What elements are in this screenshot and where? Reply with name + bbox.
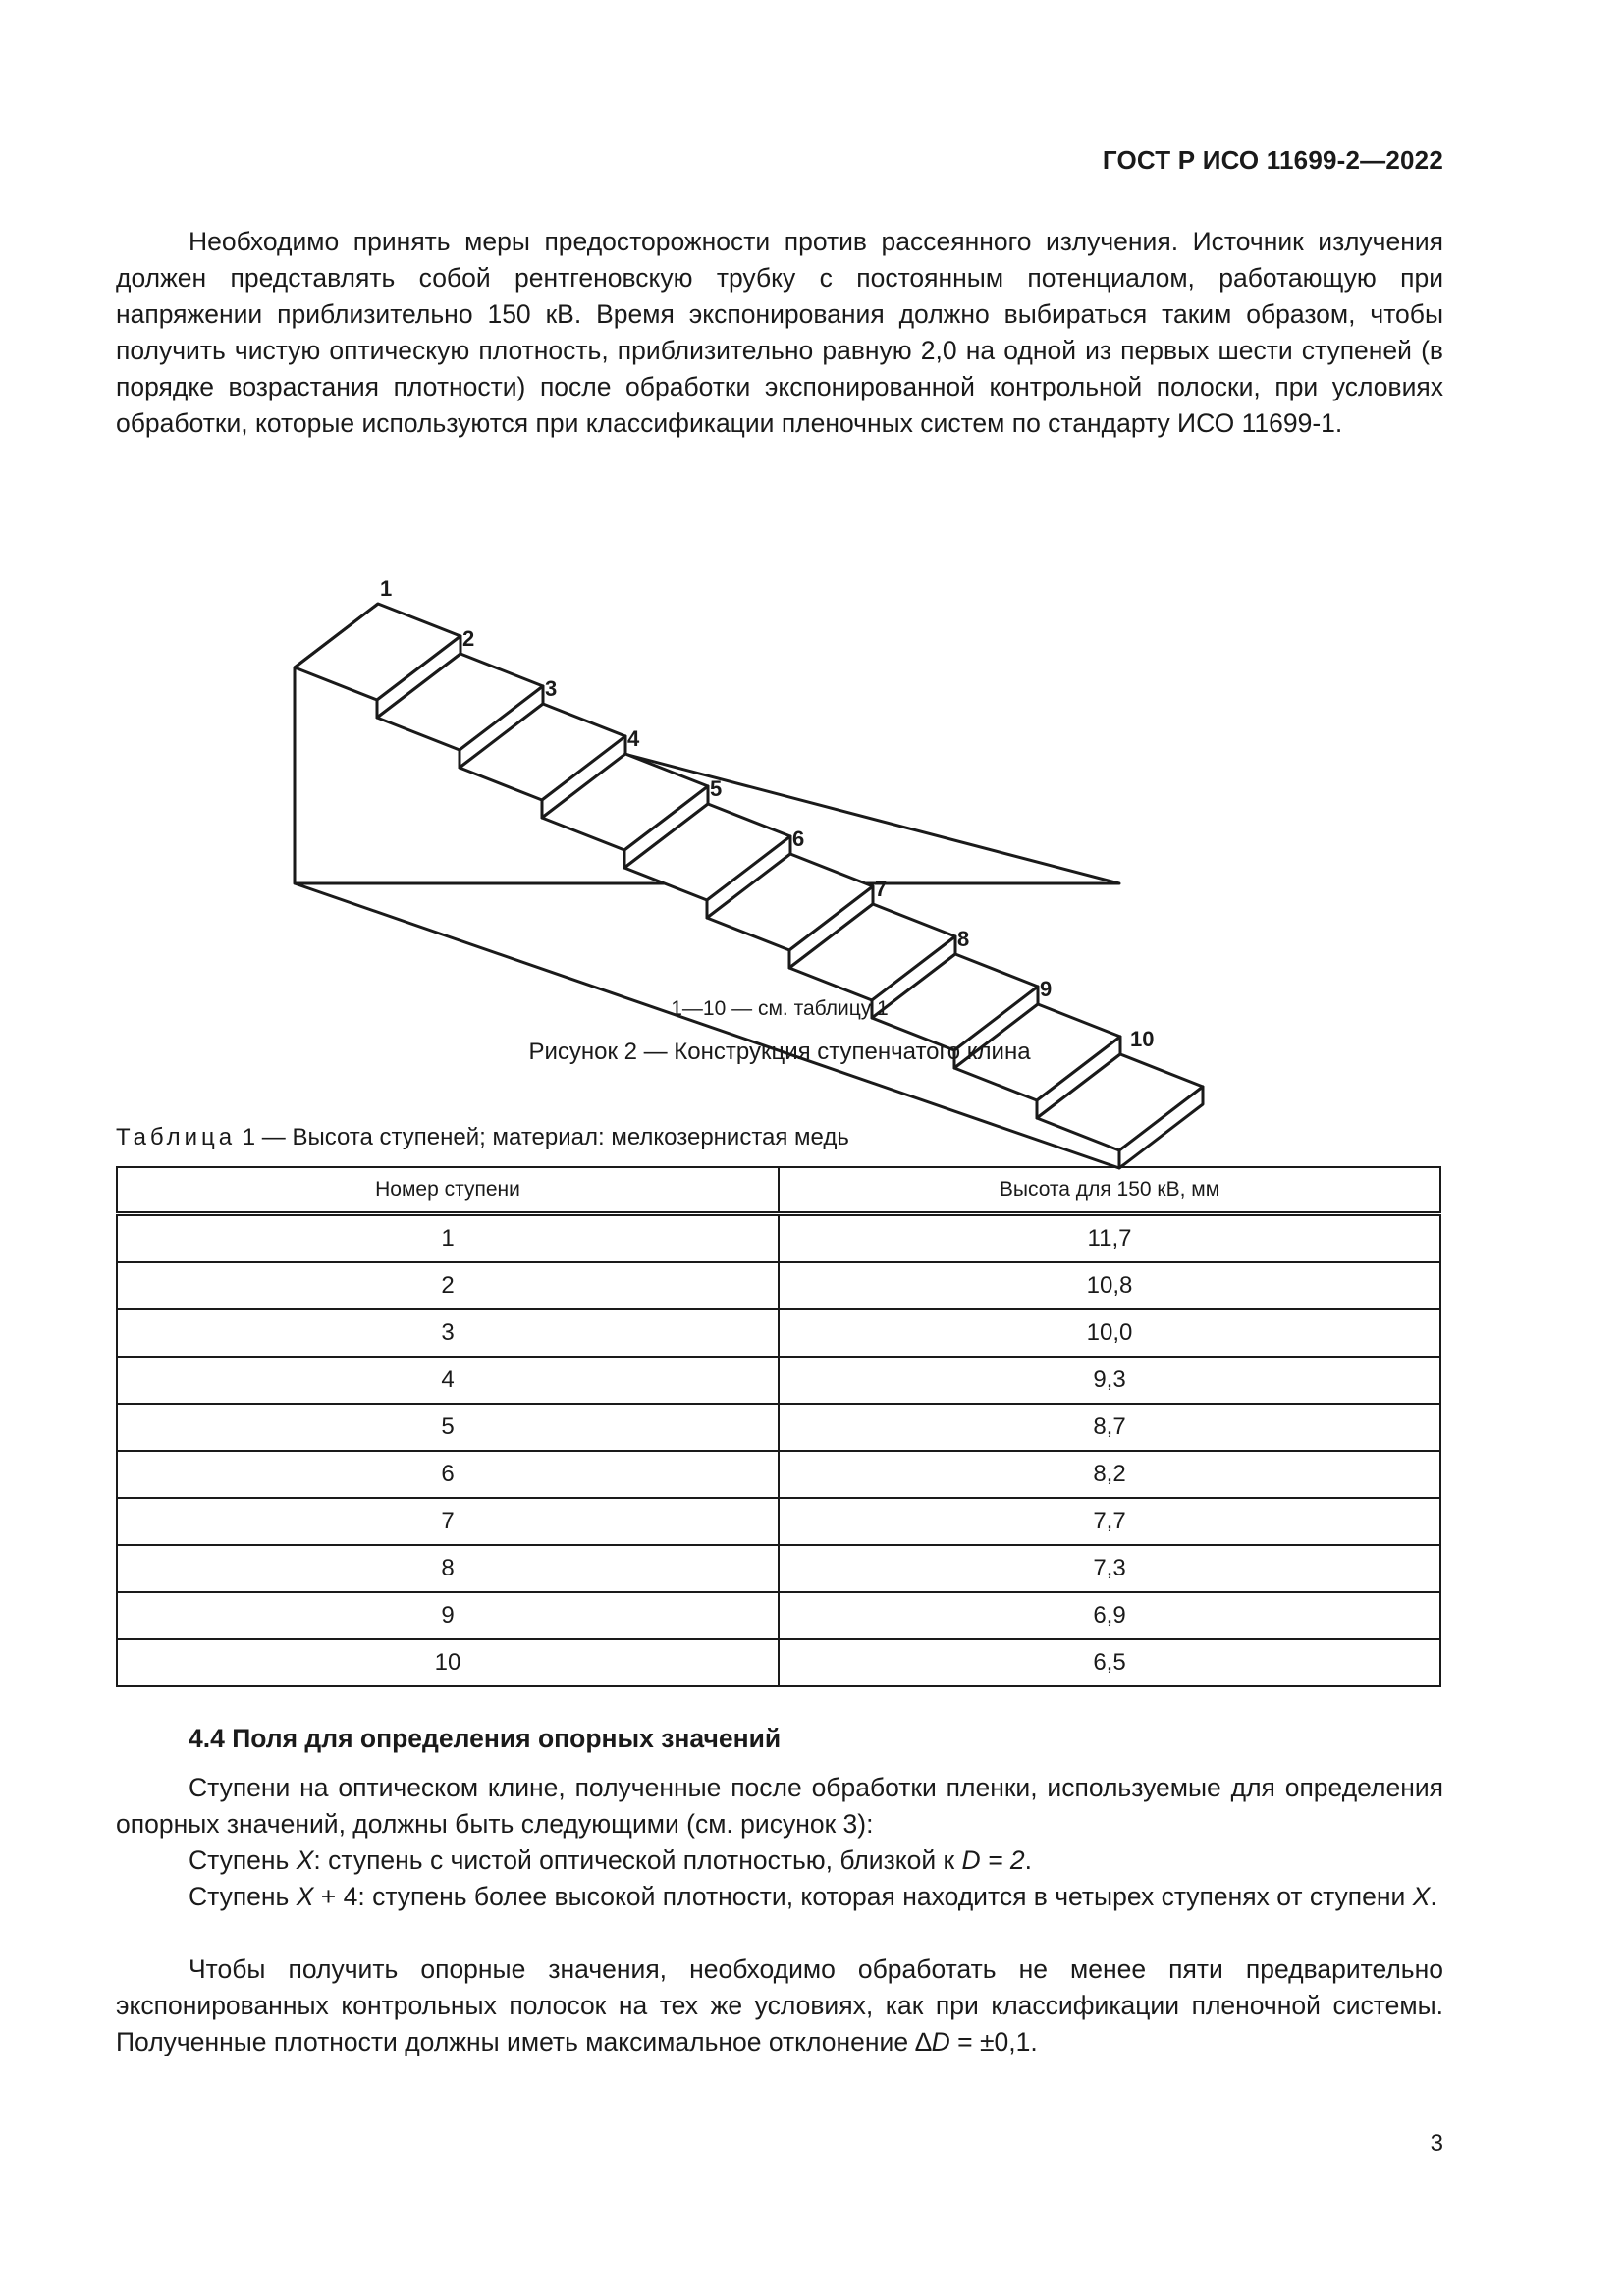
cell-step-number: 10	[117, 1639, 779, 1686]
p2-text-c: .	[1024, 1845, 1032, 1875]
cell-step-number: 3	[117, 1309, 779, 1357]
cell-step-height: 7,3	[779, 1545, 1440, 1592]
p3-var-x2: X	[1412, 1882, 1431, 1911]
cell-step-number: 7	[117, 1498, 779, 1545]
step-label: 1	[380, 576, 393, 601]
section-paragraph-2	[116, 1842, 1443, 1879]
section-paragraph-1: Ступени на оптическом клине, полученные после обработки пленки, используемые для определения опорных значений, должны быть следующими (см. рисунок 3):	[116, 1773, 1443, 1839]
step-label: 10	[1130, 1027, 1155, 1051]
cell-step-height: 6,9	[779, 1592, 1440, 1639]
figure-caption: Рисунок 2 — Конструкция ступенчатого клина	[528, 1039, 1031, 1065]
cell-step-height: 6,5	[779, 1639, 1440, 1686]
table-row	[117, 1309, 1440, 1357]
cell-step-height: 8,7	[779, 1404, 1440, 1451]
p2-var-x: X	[296, 1845, 314, 1875]
p3-text-b: + 4: ступень более высокой плотности, которая находится в четырех ступенях от ступени	[313, 1882, 1413, 1911]
section-heading: 4.4 Поля для определения опорных значений	[189, 1724, 782, 1753]
table-row	[117, 1214, 1440, 1263]
p3-text-a: Ступень	[189, 1882, 297, 1911]
step-label: 2	[462, 626, 475, 651]
table-row	[117, 1639, 1440, 1686]
table-row	[117, 1498, 1440, 1545]
table-title	[116, 1124, 849, 1151]
cell-step-number: 5	[117, 1404, 779, 1451]
p2-var-d: D = 2	[961, 1845, 1025, 1875]
step-label: 5	[710, 776, 723, 801]
step-label: 7	[875, 877, 888, 901]
cell-step-height: 8,2	[779, 1451, 1440, 1498]
cell-step-height: 10,0	[779, 1309, 1440, 1357]
figure-legend: 1—10 — см. таблицу 1	[671, 997, 889, 1020]
section-paragraph-3	[116, 1879, 1443, 1915]
cell-step-height: 9,3	[779, 1357, 1440, 1404]
cell-step-number: 2	[117, 1262, 779, 1309]
cell-step-number: 4	[117, 1357, 779, 1404]
step-label: 9	[1040, 977, 1053, 1001]
intro-paragraph: Необходимо принять меры предосторожности против рассеянного излучения. Источник излучения должен представлять собой рентгеновскую трубку с постоянным потенциалом, работающую при напряжении приблизительно 150 кВ. Время экспонирования должно выбираться таким образом, чтобы получить чистую оптическую плотность, приблизительно равную 2,0 на одной из первых шести ступеней (в порядке возрастания плотности) после обработки экспонированной контрольной полоски, при условиях обработки, которые используются при классификации пленочных систем по стандарту ИСО 11699-1.	[116, 227, 1443, 438]
table-title-word: Таблица	[116, 1124, 237, 1150]
section-paragraph-4	[116, 1951, 1443, 2060]
col-header-step: Номер ступени	[117, 1167, 779, 1214]
page-number: 3	[1430, 2130, 1443, 2157]
step-label: 6	[792, 827, 805, 851]
cell-step-height: 10,8	[779, 1262, 1440, 1309]
p2-text-a: Ступень	[189, 1845, 297, 1875]
table-row	[117, 1404, 1440, 1451]
cell-step-number: 6	[117, 1451, 779, 1498]
cell-step-number: 8	[117, 1545, 779, 1592]
step-label: 4	[627, 726, 640, 751]
step-label: 8	[957, 927, 970, 951]
p4-text-a: Чтобы получить опорные значения, необходимо обработать не менее пяти предварительно экспонированных контрольных полосок на тех же условиях, как при классификации пленочной системы. Полученные плотности должны иметь максимальное отклонение ∆	[116, 1954, 1443, 2056]
table-row	[117, 1451, 1440, 1498]
table-row	[117, 1592, 1440, 1639]
p4-var-d: D	[931, 2027, 950, 2056]
p3-text-c: .	[1430, 1882, 1437, 1911]
table-header-row	[117, 1167, 1440, 1214]
cell-step-height: 7,7	[779, 1498, 1440, 1545]
step-height-table	[116, 1166, 1441, 1687]
table-title-rest: 1 — Высота ступеней; материал: мелкозернистая медь	[236, 1124, 849, 1150]
table-row	[117, 1262, 1440, 1309]
cell-step-number: 1	[117, 1214, 779, 1263]
cell-step-height: 11,7	[779, 1214, 1440, 1263]
table-row	[117, 1357, 1440, 1404]
step-label: 3	[545, 676, 558, 701]
col-header-height: Высота для 150 кВ, мм	[779, 1167, 1440, 1214]
p4-text-b: = ±0,1.	[949, 2027, 1038, 2056]
document-header: ГОСТ Р ИСО 11699-2—2022	[1102, 145, 1443, 175]
table-row	[117, 1545, 1440, 1592]
p2-text-b: : ступень с чистой оптической плотностью, близкой к	[313, 1845, 962, 1875]
cell-step-number: 9	[117, 1592, 779, 1639]
p3-var-x: X	[296, 1882, 314, 1911]
